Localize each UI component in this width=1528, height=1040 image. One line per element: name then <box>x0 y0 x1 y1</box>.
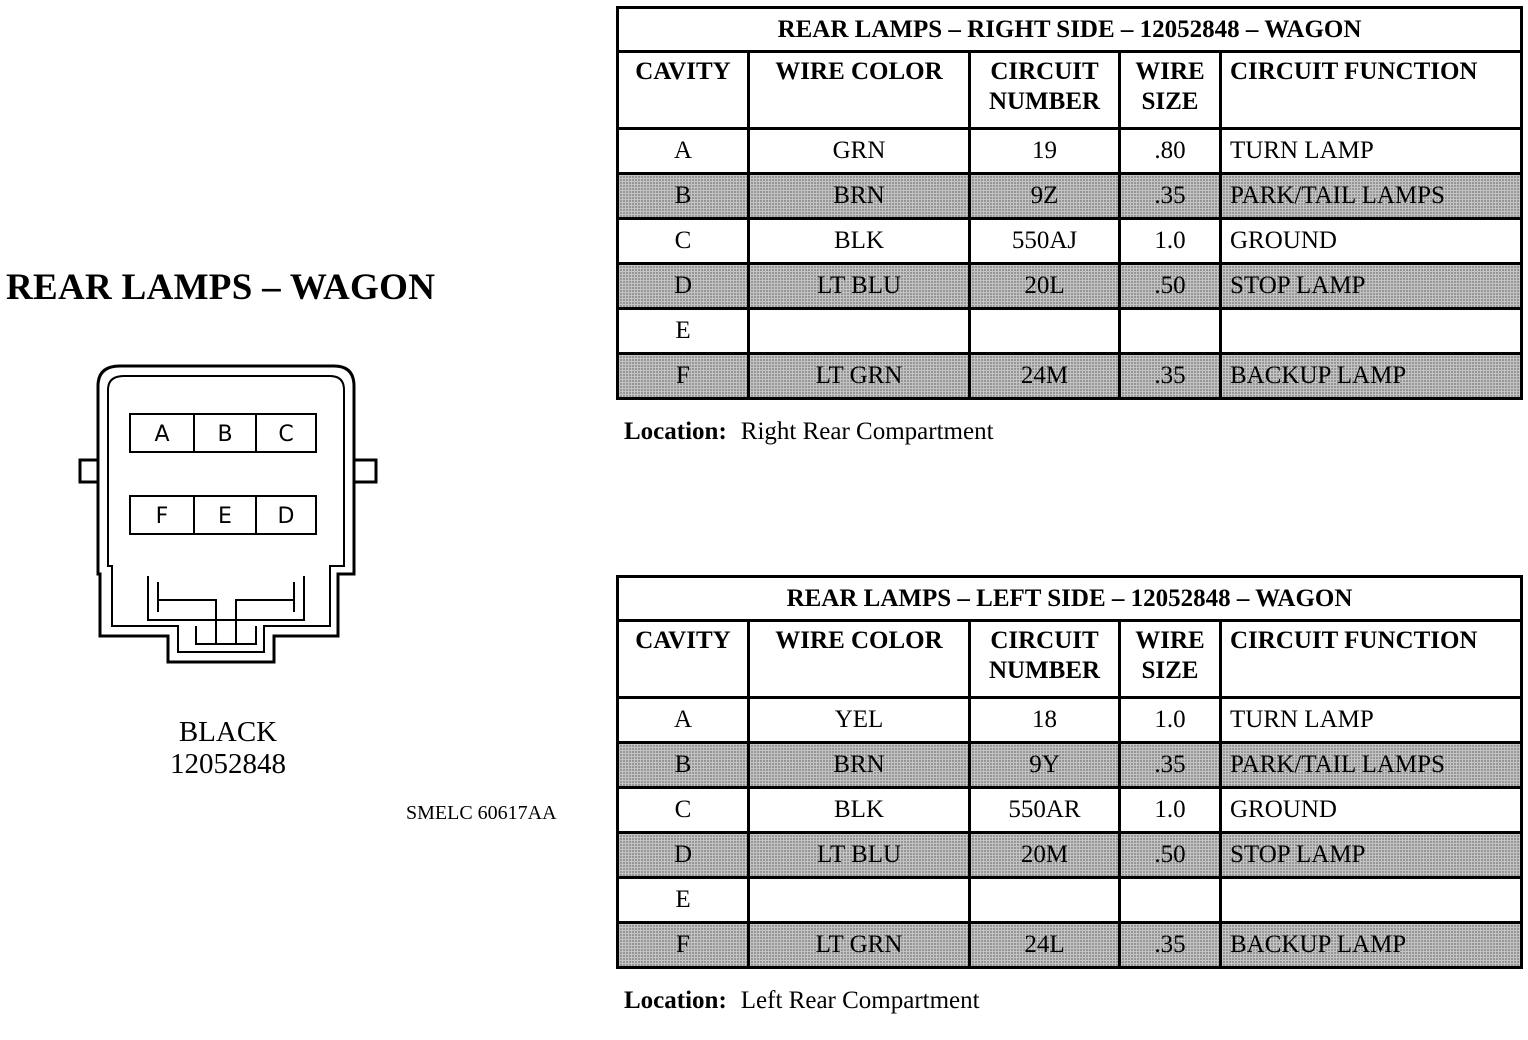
cavity-cell: C <box>618 219 749 264</box>
cavity-label-c: C <box>278 422 294 447</box>
header-cavity: CAVITY <box>618 52 749 129</box>
cavity-cell: B <box>618 174 749 219</box>
cavity-cell: C <box>618 788 749 833</box>
connector-diagram <box>76 364 386 674</box>
circuit-function-cell: GROUND <box>1221 788 1522 833</box>
header-circuit-function: CIRCUIT FUNCTION <box>1221 52 1522 129</box>
table-row <box>618 878 1522 923</box>
circuit-function-cell: TURN LAMP <box>1221 698 1522 743</box>
right-side-wiring-table <box>616 6 1523 400</box>
header-wire-color: WIRE COLOR <box>749 621 970 698</box>
table-row <box>618 833 1522 878</box>
table-row <box>618 923 1522 968</box>
cavity-cell: A <box>618 698 749 743</box>
table-header-row <box>618 52 1522 129</box>
table-row <box>618 698 1522 743</box>
location-line <box>624 987 1520 1015</box>
wire-color-cell: YEL <box>749 698 970 743</box>
table-title: REAR LAMPS – LEFT SIDE – 12052848 – WAGON <box>618 577 1522 621</box>
header-wire-size: WIRE SIZE <box>1120 52 1221 129</box>
wire-size-cell: .50 <box>1120 833 1221 878</box>
wire-color-cell: BLK <box>749 788 970 833</box>
wire-color-cell: LT GRN <box>749 923 970 968</box>
circuit-number-cell: 19 <box>970 129 1120 174</box>
wire-size-cell: .50 <box>1120 264 1221 309</box>
location-value: Left Rear Compartment <box>740 987 980 1014</box>
location-label: Location: <box>624 418 727 445</box>
wire-size-cell: 1.0 <box>1120 219 1221 264</box>
cavity-cell: B <box>618 743 749 788</box>
wire-size-cell <box>1120 309 1221 354</box>
cavity-label-d: D <box>277 504 295 529</box>
circuit-function-cell: STOP LAMP <box>1221 264 1522 309</box>
circuit-number-cell: 18 <box>970 698 1120 743</box>
wire-size-cell <box>1120 878 1221 923</box>
circuit-function-cell: PARK/TAIL LAMPS <box>1221 174 1522 219</box>
location-value: Right Rear Compartment <box>740 418 994 445</box>
header-circuit-function: CIRCUIT FUNCTION <box>1221 621 1522 698</box>
circuit-number-cell <box>970 309 1120 354</box>
cavity-label-f: F <box>155 504 169 529</box>
wire-color-cell <box>749 878 970 923</box>
circuit-function-cell: PARK/TAIL LAMPS <box>1221 743 1522 788</box>
wire-size-cell: .35 <box>1120 923 1221 968</box>
circuit-function-cell: BACKUP LAMP <box>1221 354 1522 399</box>
wire-color-cell: GRN <box>749 129 970 174</box>
circuit-number-cell: 24L <box>970 923 1120 968</box>
cavity-cell: F <box>618 354 749 399</box>
left-latch-tab <box>80 460 98 482</box>
circuit-function-cell: TURN LAMP <box>1221 129 1522 174</box>
left-side-block <box>616 575 1520 1015</box>
table-row <box>618 788 1522 833</box>
table-row <box>618 129 1522 174</box>
circuit-number-cell: 550AJ <box>970 219 1120 264</box>
right-side-block <box>616 6 1520 446</box>
table-row <box>618 219 1522 264</box>
table-title-row <box>618 8 1522 52</box>
table-row <box>618 743 1522 788</box>
cavity-label-e: E <box>218 504 232 529</box>
circuit-number-cell: 9Y <box>970 743 1120 788</box>
header-wire-size: WIRE SIZE <box>1120 621 1221 698</box>
table-row <box>618 309 1522 354</box>
circuit-number-cell: 550AR <box>970 788 1120 833</box>
header-circuit-number: CIRCUIT NUMBER <box>970 52 1120 129</box>
wire-size-cell: .80 <box>1120 129 1221 174</box>
circuit-number-cell: 20L <box>970 264 1120 309</box>
table-row <box>618 174 1522 219</box>
diagram-title: REAR LAMPS – WAGON <box>6 267 436 308</box>
left-side-wiring-table <box>616 575 1523 969</box>
circuit-function-cell <box>1221 309 1522 354</box>
wire-color-cell: LT BLU <box>749 833 970 878</box>
wire-size-cell: .35 <box>1120 174 1221 219</box>
header-wire-color: WIRE COLOR <box>749 52 970 129</box>
lock-tab <box>148 576 304 644</box>
connector-color: BLACK <box>178 716 278 748</box>
circuit-number-cell: 20M <box>970 833 1120 878</box>
wire-color-cell: BRN <box>749 743 970 788</box>
cavity-cell: D <box>618 833 749 878</box>
wire-size-cell: .35 <box>1120 743 1221 788</box>
table-header-row <box>618 621 1522 698</box>
cavity-cell: F <box>618 923 749 968</box>
wire-size-cell: 1.0 <box>1120 698 1221 743</box>
cavity-label-a: A <box>154 422 170 447</box>
connector-part-number: 12052848 <box>170 748 286 780</box>
cavity-cell: E <box>618 878 749 923</box>
wire-color-cell: LT GRN <box>749 354 970 399</box>
circuit-number-cell: 24M <box>970 354 1120 399</box>
wire-size-cell: 1.0 <box>1120 788 1221 833</box>
cavity-cell: E <box>618 309 749 354</box>
circuit-function-cell <box>1221 878 1522 923</box>
cavity-label-b: B <box>217 422 233 447</box>
wire-color-cell: LT BLU <box>749 264 970 309</box>
wire-color-cell: BLK <box>749 219 970 264</box>
right-latch-tab <box>354 460 376 482</box>
circuit-function-cell: STOP LAMP <box>1221 833 1522 878</box>
reference-code: SMELC 60617AA <box>406 802 557 824</box>
table-title-row <box>618 577 1522 621</box>
connector-caption <box>120 716 336 780</box>
table-row <box>618 354 1522 399</box>
cavity-cell: A <box>618 129 749 174</box>
circuit-function-cell: BACKUP LAMP <box>1221 923 1522 968</box>
header-circuit-number: CIRCUIT NUMBER <box>970 621 1120 698</box>
location-line <box>624 418 1520 446</box>
table-row <box>618 264 1522 309</box>
table-title: REAR LAMPS – RIGHT SIDE – 12052848 – WAGON <box>618 8 1522 52</box>
location-label: Location: <box>624 987 727 1014</box>
wire-color-cell: BRN <box>749 174 970 219</box>
wire-color-cell <box>749 309 970 354</box>
cavity-cell: D <box>618 264 749 309</box>
header-cavity: CAVITY <box>618 621 749 698</box>
circuit-number-cell: 9Z <box>970 174 1120 219</box>
wire-size-cell: .35 <box>1120 354 1221 399</box>
circuit-number-cell <box>970 878 1120 923</box>
circuit-function-cell: GROUND <box>1221 219 1522 264</box>
